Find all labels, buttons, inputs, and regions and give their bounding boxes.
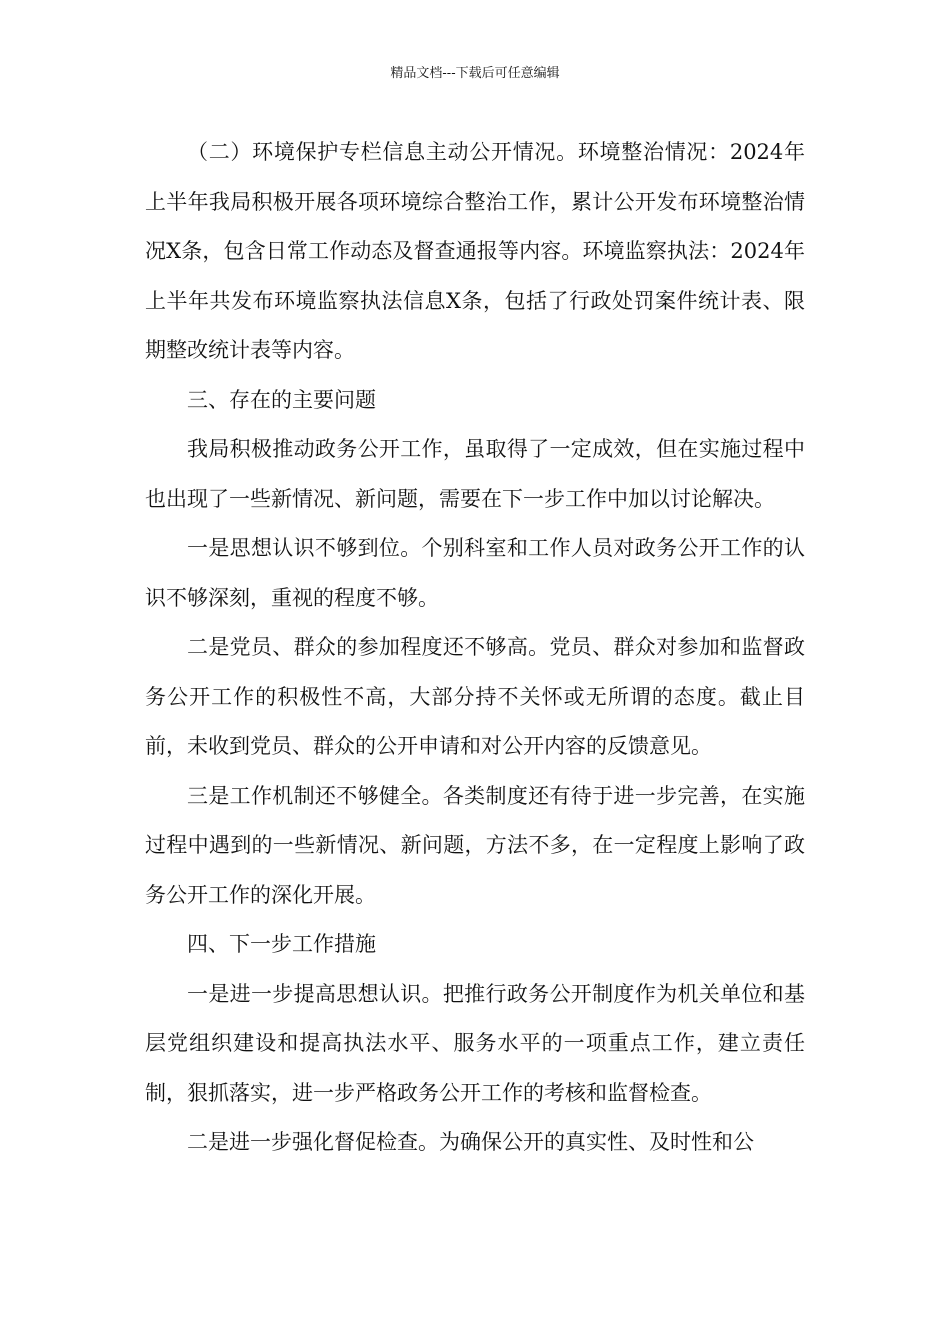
paragraph-environment-disclosure: （二）环境保护专栏信息主动公开情况。环境整治情况：2024年上半年我局积极开展各项环境综合整治工作，累计公开发布环境整治情况X条，包含日常工作动态及督查通报等内容。环境监察执法：2024年上半年共发布环境监察执法信息X条，包括了行政处罚案件统计表、限期整改统计表等内容。 (145, 140, 805, 362)
section-heading-main-problems: 三、存在的主要问题 (187, 387, 376, 412)
document-body (145, 128, 805, 1168)
section-heading-next-steps: 四、下一步工作措施 (187, 932, 376, 956)
paragraph-measure-one: 一是进一步提高思想认识。把推行政务公开制度作为机关单位和基层党组织建设和提高执法水平、服务水平的一项重点工作，建立责任制，狠抓落实，进一步严格政务公开工作的考核和监督检查。 (145, 981, 805, 1105)
paragraph-measure-two: 二是进一步强化督促检查。为确保公开的真实性、及时性和公 (187, 1130, 754, 1154)
paragraph-problems-intro: 我局积极推动政务公开工作，虽取得了一定成效，但在实施过程中也出现了一些新情况、新问题，需要在下一步工作中加以讨论解决。 (145, 437, 805, 511)
paragraph-problem-three: 三是工作机制还不够健全。各类制度还有待于进一步完善，在实施过程中遇到的一些新情况、新问题，方法不多，在一定程度上影响了政务公开工作的深化开展。 (145, 783, 805, 907)
paragraph-problem-two: 二是党员、群众的参加程度还不够高。党员、群众对参加和监督政务公开工作的积极性不高，大部分持不关怀或无所谓的态度。截止目前，未收到党员、群众的公开申请和对公开内容的反馈意见。 (145, 635, 805, 758)
paragraph-problem-one: 一是思想认识不够到位。个别科室和工作人员对政务公开工作的认识不够深刻，重视的程度不够。 (145, 536, 805, 610)
page-header: 精品文档---下载后可任意编辑 (390, 66, 560, 81)
